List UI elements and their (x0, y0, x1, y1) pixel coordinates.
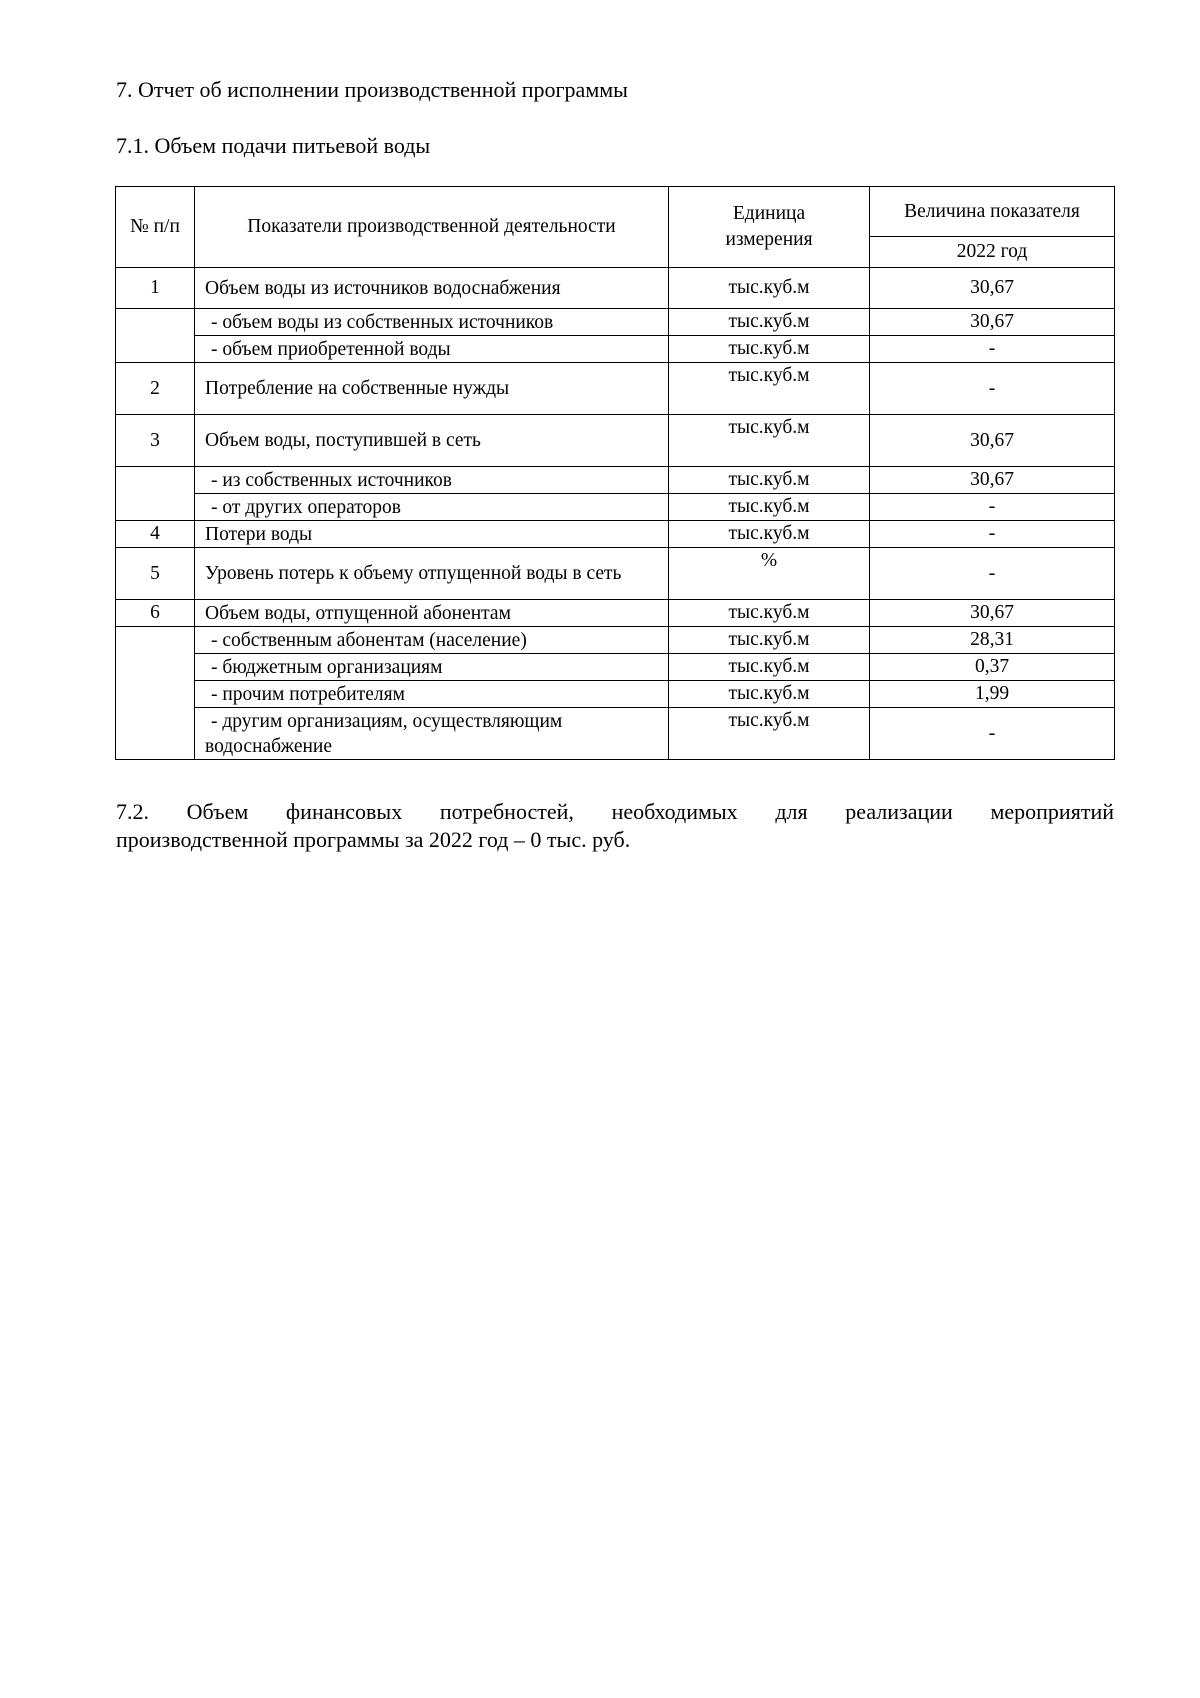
row-value: - (870, 708, 1115, 760)
row-indicator-text: - другим организациям, осуществляющим водоснабжение (205, 710, 563, 757)
table-row (116, 681, 1115, 708)
row-num: 4 (116, 521, 195, 548)
row-indicator: Объем воды, отпущенной абонентам (195, 600, 669, 627)
header-year: 2022 год (870, 237, 1115, 268)
row-indicator: Объем воды, поступившей в сеть (195, 415, 669, 467)
row-unit: тыс.куб.м (669, 363, 870, 415)
row-unit: тыс.куб.м (669, 494, 870, 521)
row-unit: тыс.куб.м (669, 600, 870, 627)
row-num: 1 (116, 268, 195, 309)
table-row (116, 268, 1115, 309)
row-unit: тыс.куб.м (669, 708, 870, 760)
table-row (116, 415, 1115, 467)
table-row (116, 363, 1115, 415)
row-unit: тыс.куб.м (669, 415, 870, 467)
row-value: - (870, 521, 1115, 548)
financial-note-line-2: производственной программы за 2022 год – 0 тыс. руб. (116, 827, 631, 852)
table-row (116, 494, 1115, 521)
table-row (116, 600, 1115, 627)
row-num (116, 467, 195, 521)
row-value: 1,99 (870, 681, 1115, 708)
table-row (116, 654, 1115, 681)
row-indicator: - от других операторов (195, 494, 669, 521)
row-indicator: - объем воды из собственных источников (195, 309, 669, 336)
row-unit: тыс.куб.м (669, 627, 870, 654)
row-indicator: Потребление на собственные нужды (195, 363, 669, 415)
row-value: 0,37 (870, 654, 1115, 681)
row-value: 30,67 (870, 268, 1115, 309)
header-indicator: Показатели производственной деятельности (195, 187, 669, 268)
row-indicator (195, 708, 669, 760)
table-row (116, 548, 1115, 600)
row-indicator: Потери воды (195, 521, 669, 548)
row-value: - (870, 363, 1115, 415)
financial-note-line-1: 7.2. Объем финансовых потребностей, необходимых для реализации мероприятий (116, 799, 1114, 824)
row-num: 2 (116, 363, 195, 415)
row-indicator: - из собственных источников (195, 467, 669, 494)
row-unit: тыс.куб.м (669, 309, 870, 336)
row-indicator: - собственным абонентам (население) (195, 627, 669, 654)
table-row (116, 336, 1115, 363)
table-row (116, 309, 1115, 336)
row-value: 30,67 (870, 600, 1115, 627)
table-row (116, 467, 1115, 494)
row-unit: тыс.куб.м (669, 521, 870, 548)
row-indicator: Уровень потерь к объему отпущенной воды в сеть (195, 548, 669, 600)
row-unit: тыс.куб.м (669, 467, 870, 494)
header-value: Величина показателя (870, 187, 1115, 237)
row-value: 30,67 (870, 415, 1115, 467)
row-indicator: - прочим потребителям (195, 681, 669, 708)
row-unit: тыс.куб.м (669, 654, 870, 681)
row-value: - (870, 548, 1115, 600)
header-unit: Единица измерения (669, 187, 870, 268)
row-indicator: - объем приобретенной воды (195, 336, 669, 363)
table-row (116, 627, 1115, 654)
row-unit: тыс.куб.м (669, 681, 870, 708)
row-value: - (870, 494, 1115, 521)
row-num: 3 (116, 415, 195, 467)
row-unit: % (669, 548, 870, 600)
table-row (116, 708, 1115, 760)
row-value: - (870, 336, 1115, 363)
water-supply-table (115, 186, 1115, 760)
row-value: 30,67 (870, 309, 1115, 336)
row-unit: тыс.куб.м (669, 268, 870, 309)
subsection-heading: 7.1. Объем подачи питьевой воды (116, 133, 431, 158)
row-num (116, 309, 195, 363)
table-row (116, 521, 1115, 548)
row-num (116, 627, 195, 760)
row-indicator: - бюджетным организациям (195, 654, 669, 681)
row-indicator: Объем воды из источников водоснабжения (195, 268, 669, 309)
row-num: 5 (116, 548, 195, 600)
row-num: 6 (116, 600, 195, 627)
header-num: № п/п (116, 187, 195, 268)
row-unit: тыс.куб.м (669, 336, 870, 363)
section-heading: 7. Отчет об исполнении производственной программы (116, 77, 628, 102)
financial-note (116, 798, 1114, 854)
row-value: 30,67 (870, 467, 1115, 494)
row-value: 28,31 (870, 627, 1115, 654)
